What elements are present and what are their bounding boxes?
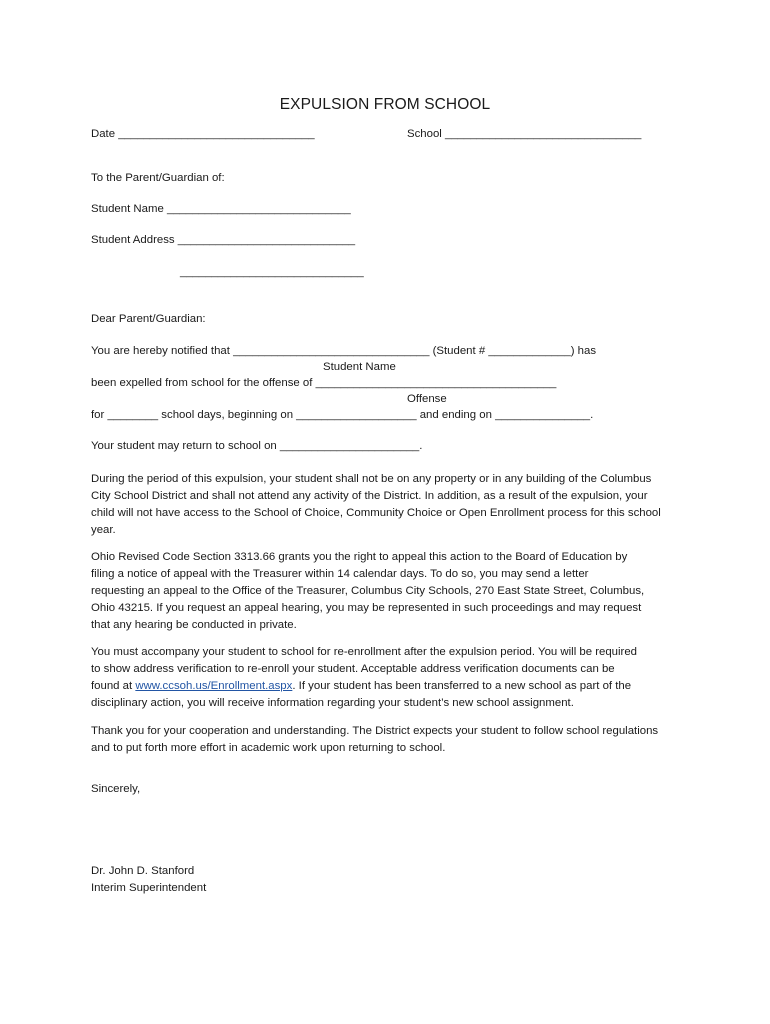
- notice-line-2: been expelled from school for the offense of ______________________________________: [91, 377, 557, 389]
- paragraph-line: child will not have access to the School of Choice, Community Choice or Open Enrollment process for this school: [91, 507, 661, 519]
- expulsion-terms-paragraph: [91, 471, 677, 539]
- document-title: EXPULSION FROM SCHOOL: [279, 96, 491, 113]
- paragraph-line: City School District and shall not attend any activity of the District. In addition, as a result of the expulsion, your: [91, 490, 648, 502]
- paragraph-line: filing a notice of appeal with the Treasurer within 14 calendar days. To do so, you may send a letter: [91, 568, 589, 580]
- paragraph-line: You must accompany your student to school for re-enrollment after the expulsion period. You will be required: [91, 646, 638, 658]
- paragraph-line: During the period of this expulsion, your student shall not be on any property or in any building of the Columbus: [91, 473, 652, 485]
- thank-you-paragraph: [91, 723, 677, 757]
- paragraph-line: Ohio 43215. If you request an appeal hearing, you may be represented in such proceedings and may request: [91, 602, 642, 614]
- signatory-title: Interim Superintendent: [91, 882, 207, 894]
- paragraph-line: Ohio Revised Code Section 3313.66 grants you the right to appeal this action to the Board of Education by: [91, 551, 628, 563]
- student-name-caption: Student Name: [323, 361, 396, 373]
- return-date-line: Your student may return to school on ______________________.: [91, 440, 423, 452]
- paragraph-line: requesting an appeal to the Office of the Treasurer, Columbus City Schools, 270 East State Street, Columbus,: [91, 585, 645, 597]
- student-address-field[interactable]: Student Address ____________________________: [91, 234, 356, 246]
- re-enrollment-paragraph: [91, 644, 677, 712]
- offense-caption: Offense: [407, 393, 447, 405]
- closing: Sincerely,: [91, 783, 141, 795]
- recipient-heading: To the Parent/Guardian of:: [91, 172, 225, 184]
- signatory-name: Dr. John D. Stanford: [91, 865, 195, 877]
- salutation: Dear Parent/Guardian:: [91, 313, 206, 325]
- link-prefix: found at: [91, 680, 136, 692]
- paragraph-line: and to put forth more effort in academic work upon returning to school.: [91, 742, 446, 754]
- paragraph-line: that any hearing be conducted in private.: [91, 619, 297, 631]
- link-suffix: . If your student has been transferred to a new school as part of the: [292, 680, 632, 692]
- date-field[interactable]: Date _______________________________: [91, 128, 315, 140]
- school-field[interactable]: School _______________________________: [407, 128, 642, 140]
- student-address-line-2[interactable]: _____________________________: [180, 266, 364, 278]
- notice-line-1: You are hereby notified that _______________________________ (Student # _____________) has: [91, 345, 597, 357]
- paragraph-line: Thank you for your cooperation and understanding. The District expects your student to follow school regulations: [91, 725, 659, 737]
- student-name-field[interactable]: Student Name _____________________________: [91, 203, 351, 215]
- enrollment-link[interactable]: www.ccsoh.us/Enrollment.aspx: [135, 680, 293, 692]
- paragraph-line: year.: [91, 524, 116, 536]
- paragraph-line: to show address verification to re-enroll your student. Acceptable address verification documents can be: [91, 663, 615, 675]
- paragraph-line-with-link: [91, 678, 677, 695]
- paragraph-line: disciplinary action, you will receive information regarding your student’s new school assignment.: [91, 697, 574, 709]
- appeal-rights-paragraph: [91, 549, 677, 634]
- notice-line-3: for ________ school days, beginning on ___________________ and ending on _______________.: [91, 409, 594, 421]
